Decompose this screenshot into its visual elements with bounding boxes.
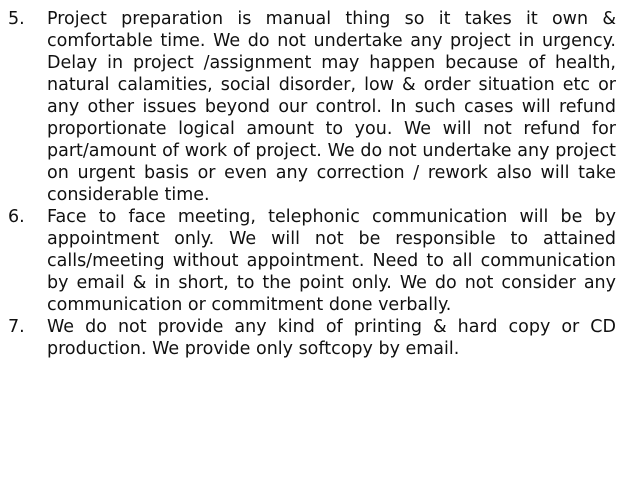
- term-number: 6.: [8, 207, 25, 227]
- terms-list: [8, 8, 616, 360]
- term-text: Face to face meeting, telephonic communication will be by appointment only. We will not be responsible to attained calls/meeting without appointment. Need to all communication by email & in short, to the point only. We do not consider any communication or commitment done verbally.: [47, 207, 616, 315]
- term-item: [8, 8, 616, 206]
- term-number: 5.: [8, 9, 25, 29]
- term-text: Project preparation is manual thing so it takes it own & comfortable time. We do not undertake any project in urgency. Delay in project /assignment may happen because of health, natural calamities, social disorder, low & order situation etc or any other issues beyond our control. In such cases will refund proportionate logical amount to you. We will not refund for part/amount of work of project. We do not undertake any project on urgent basis or even any correction / rework also will take considerable time.: [47, 9, 616, 205]
- term-number: 7.: [8, 317, 25, 337]
- term-text: We do not provide any kind of printing & hard copy or CD production. We provide only softcopy by email.: [47, 317, 616, 359]
- term-item: [8, 206, 616, 316]
- term-item: [8, 316, 616, 360]
